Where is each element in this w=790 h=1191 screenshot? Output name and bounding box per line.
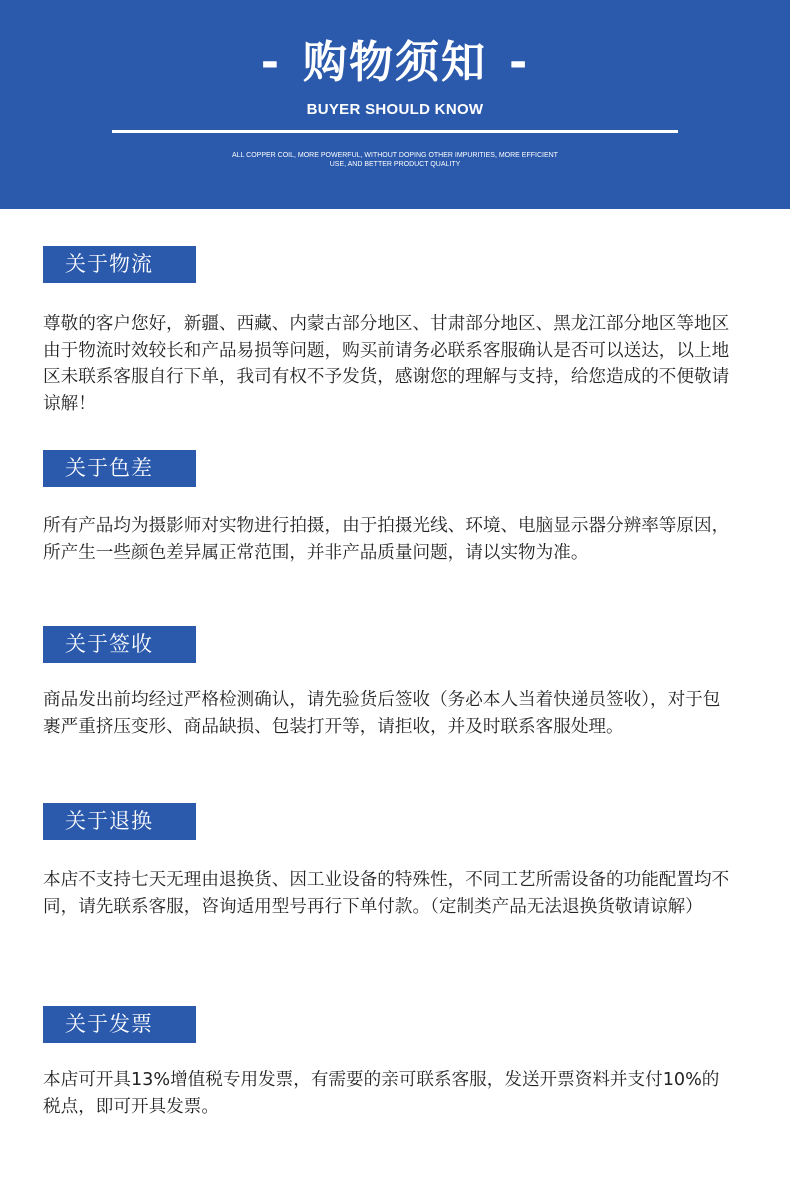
section-label-color-difference: 关于色差 [43,450,196,487]
title-text: 购物须知 [303,37,487,88]
section-body-returns: 本店不支持七天无理由退换货、因工业设备的特殊性，不同工艺所需设备的功能配置均不同，请先联系客服，咨询适用型号再行下单付款。（定制类产品无法退换货敬请谅解） [43,870,730,917]
section-body-logistics: 尊敬的客户您好，新疆、西藏、内蒙古部分地区、甘肃部分地区、黑龙江部分地区等地区由于物流时效较长和产品易损等问题，购买前请务必联系客服确认是否可以送达，以上地区未联系客服自行下单，我司有权不予发货，感谢您的理解与支持，给您造成的不便敬请谅解！ [43,314,730,414]
header-tagline [200,151,590,169]
section-body-receipt: 商品发出前均经过严格检测确认，请先验货后签收（务必本人当着快递员签收），对于包裹严重挤压变形、商品缺损、包装打开等，请拒收，并及时联系客服处理。 [43,690,721,737]
section-body-color-difference: 所有产品均为摄影师对实物进行拍摄，由于拍摄光线、环境、电脑显示器分辨率等原因，所产生一些颜色差异属正常范围，并非产品质量问题，请以实物为准。 [43,516,730,563]
tagline-line-1: ALL COPPER COIL, MORE POWERFUL, WITHOUT DOPING OTHER IMPURITIES, MORE EFFICIENT [232,152,558,159]
header-divider [112,130,678,133]
title-dash-right: - [509,37,530,88]
section-label-returns: 关于退换 [43,803,196,840]
header-banner [0,0,790,209]
page-title [0,33,790,93]
section-body-invoice: 本店可开具13%增值税专用发票，有需要的亲可联系客服，发送开票资料并支付10%的税点，即可开具发票。 [43,1070,720,1117]
page-subtitle: BUYER SHOULD KNOW [306,101,484,118]
tagline-line-2: USE, AND BETTER PRODUCT QUALITY [329,161,461,168]
section-label-receipt: 关于签收 [43,626,196,663]
section-label-logistics: 关于物流 [43,246,196,283]
title-dash-left: - [260,37,281,88]
section-label-invoice: 关于发票 [43,1006,196,1043]
